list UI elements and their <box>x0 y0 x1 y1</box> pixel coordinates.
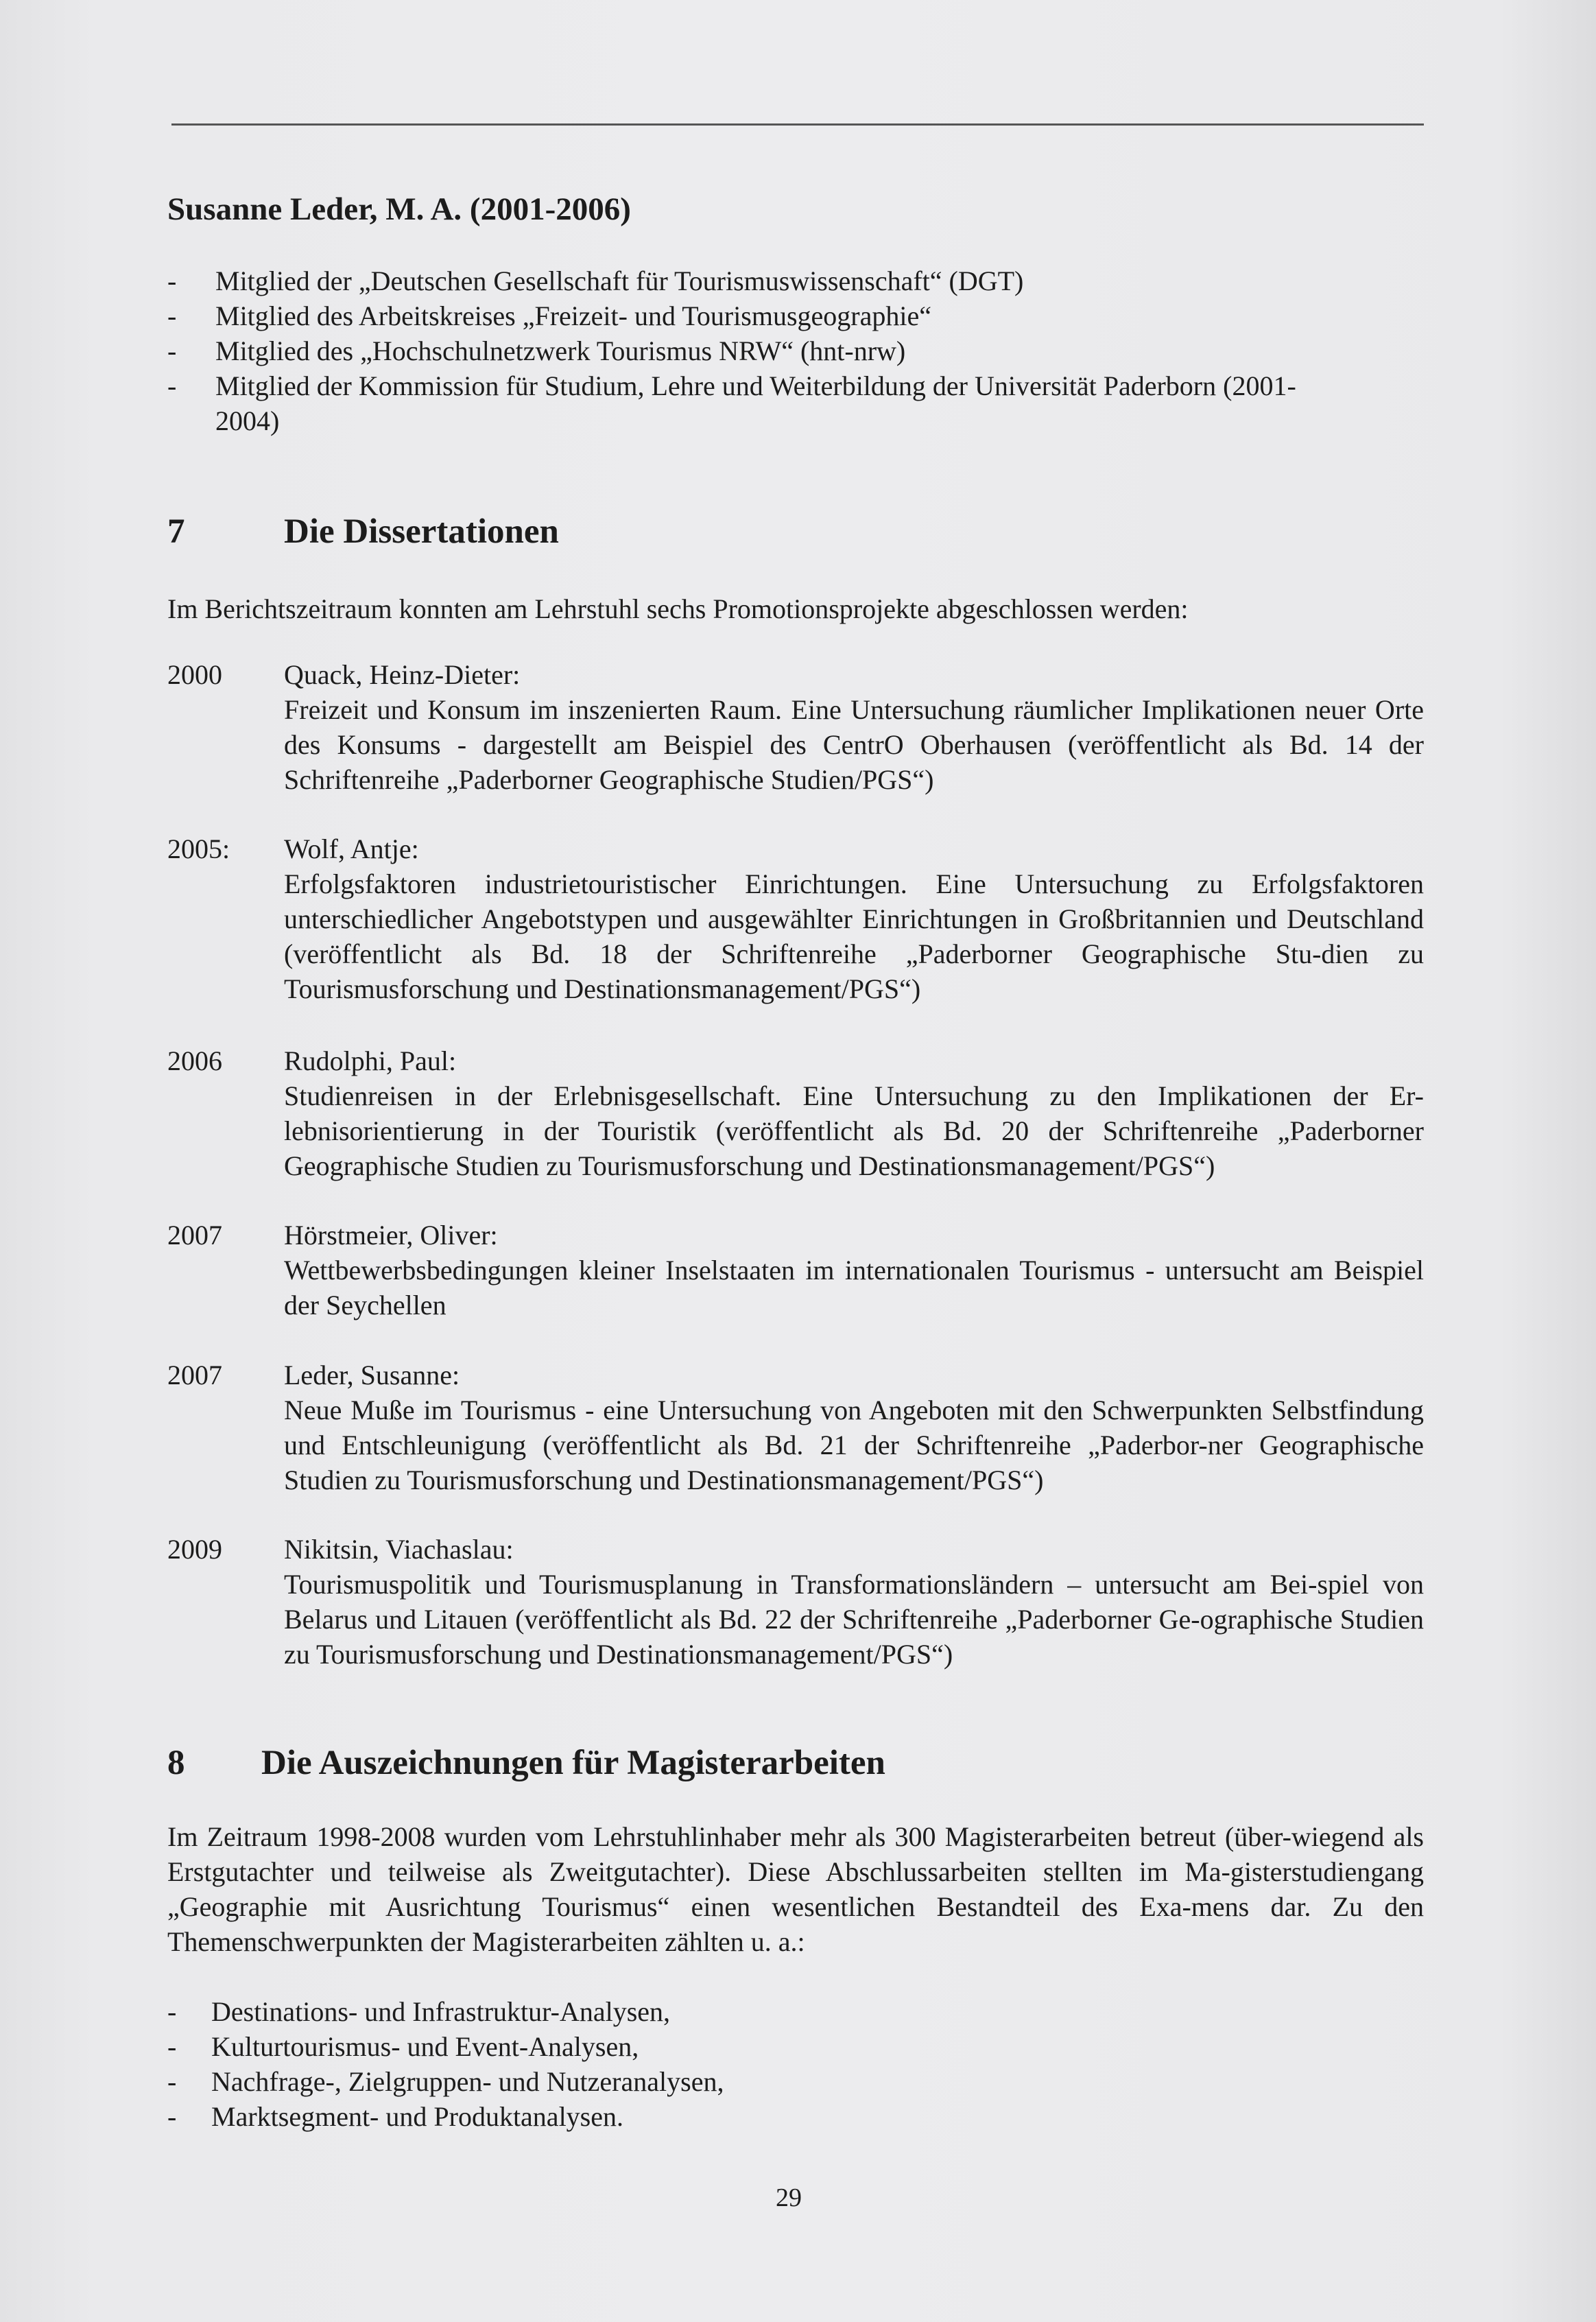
list-item: - Marktsegment- und Produktanalysen. <box>167 2101 623 2132</box>
topic-list <box>167 1994 724 2134</box>
dissertation-author: Hörstmeier, Oliver: <box>284 1220 498 1251</box>
section-title: Die Auszeichnungen für Magisterarbeiten <box>261 1744 885 1782</box>
section-7-intro: Im Berichtszeitraum konnten am Lehrstuhl sechs Promotionsprojekte abgeschlossen werden: <box>167 593 1189 624</box>
list-item: - Nachfrage-, Zielgruppen- und Nutzeranalysen, <box>167 2066 724 2097</box>
section-number: 8 <box>167 1744 185 1782</box>
person-heading: Susanne Leder, M. A. (2001-2006) <box>167 191 631 227</box>
dissertation-title: Erfolgsfaktoren industrietouristischer Einrichtungen. Eine Untersuchung zu Erfolgsfaktoren unterschiedlicher Angebotstypen und ausgewählter Einrichtungen in Großbritannien und Deutschland (veröffentlicht als Bd. 18 der Schriftenreihe „Paderborner Geographische Stu-dien zu Tourismusforschung und Destinationsmanagement/PGS“) <box>284 868 1424 1004</box>
page-number: 29 <box>776 2183 802 2212</box>
dissertation-author: Wolf, Antje: <box>284 833 419 864</box>
section-8-heading <box>167 1743 885 1783</box>
dissertation-year: 2009 <box>167 1534 222 1565</box>
dissertation-author: Quack, Heinz-Dieter: <box>284 659 521 690</box>
dissertation-title: Tourismuspolitik und Tourismusplanung in Transformationsländern – untersucht am Bei-spiel von Belarus und Litauen (veröffentlicht als Bd. 22 der Schriftenreihe „Paderborner Ge-ographische Studien zu Tourismusforschung und Destinationsmanagement/PGS“) <box>284 1569 1424 1670</box>
dissertation-entry <box>167 1218 1424 1323</box>
section-8-paragraph: Im Zeitraum 1998-2008 wurden vom Lehrstuhlinhaber mehr als 300 Magisterarbeiten betreut (über-wiegend als Erstgutachter und teilweise als Zweitgutachter). Diese Abschlussarbeiten stellten im Ma-gisterstudiengang „Geographie mit Ausrichtung Tourismus“ einen wesentlichen Bestandteil des Exa-mens dar. Zu den Themenschwerpunkten der Magisterarbeiten zählten u. a.: <box>167 1821 1424 1957</box>
dissertation-year: 2007 <box>167 1220 222 1251</box>
list-item: - Mitglied der Kommission für Studium, Lehre und Weiterbildung der Universität Paderborn (2001-2004) <box>167 370 1296 436</box>
dissertation-author: Leder, Susanne: <box>284 1360 460 1390</box>
section-number: 7 <box>167 512 185 551</box>
dissertation-year: 2005: <box>167 833 230 864</box>
dissertation-year: 2006 <box>167 1045 222 1076</box>
list-item: - Mitglied des Arbeitskreises „Freizeit- und Tourismusgeographie“ <box>167 300 932 331</box>
dissertation-title: Freizeit und Konsum im inszenierten Raum. Eine Untersuchung räumlicher Implikationen neuer Orte des Konsums - dargestellt am Beispiel des CentrO Oberhausen (veröffentlicht als Bd. 14 der Schriftenreihe „Paderborner Geographische Studien/PGS“) <box>284 694 1424 795</box>
section-7-heading <box>167 512 559 552</box>
list-item: - Mitglied der „Deutschen Gesellschaft für Tourismuswissenschaft“ (DGT) <box>167 265 1024 296</box>
dissertation-year: 2000 <box>167 659 222 690</box>
list-item: - Kulturtourismus- und Event-Analysen, <box>167 2031 639 2062</box>
dissertation-entry <box>167 657 1424 797</box>
dissertation-entry <box>167 1358 1424 1497</box>
dissertation-entry <box>167 831 1424 1006</box>
dissertation-author: Nikitsin, Viachaslau: <box>284 1534 514 1565</box>
section-title: Die Dissertationen <box>284 512 559 551</box>
dissertation-title: Wettbewerbsbedingungen kleiner Inselstaaten im internationalen Tourismus - untersucht am Beispiel der Seychellen <box>284 1255 1424 1320</box>
list-item: - Destinations- und Infrastruktur-Analysen, <box>167 1996 671 2027</box>
dissertation-entry <box>167 1043 1424 1183</box>
header-rule <box>171 123 1424 126</box>
membership-list <box>167 263 1354 438</box>
dissertation-author: Rudolphi, Paul: <box>284 1045 457 1076</box>
list-item: - Mitglied des „Hochschulnetzwerk Tourismus NRW“ (hnt-nrw) <box>167 335 906 366</box>
dissertation-title: Neue Muße im Tourismus - eine Untersuchung von Angeboten mit den Schwerpunkten Selbstfindung und Entschleunigung (veröffentlicht als Bd. 21 der Schriftenreihe „Paderbor-ner Geographische Studien zu Tourismusforschung und Destinationsmanagement/PGS“) <box>284 1395 1424 1495</box>
dissertation-title: Studienreisen in der Erlebnisgesellschaft. Eine Untersuchung zu den Implikationen der Er-lebnisorientierung in der Touristik (veröffentlicht als Bd. 20 der Schriftenreihe „Paderborner Geographische Studien zu Tourismusforschung und Destinationsmanagement/PGS“) <box>284 1080 1424 1181</box>
dissertation-year: 2007 <box>167 1360 222 1390</box>
dissertation-entry <box>167 1532 1424 1672</box>
